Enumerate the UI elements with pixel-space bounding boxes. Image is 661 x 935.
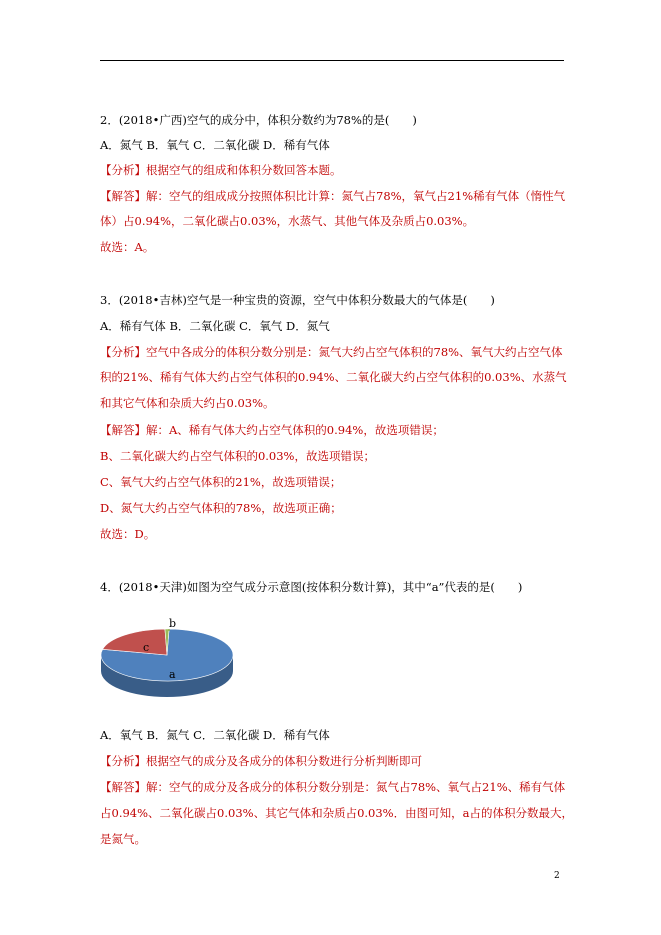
- q3-solution-line-1: 【解答】解：A、稀有气体大约占空气体积的0.94%，故选项错误；: [100, 423, 444, 437]
- q3-answer: 故选：D。: [100, 527, 156, 541]
- page-number: 2: [554, 871, 560, 881]
- q4-question: 4．(2018•天津)如图为空气成分示意图(按体积分数计算)，其中“a”代表的是( ): [100, 580, 523, 594]
- q2-options: A．氮气 B．氧气 C．二氧化碳 D．稀有气体: [100, 138, 330, 152]
- q2-answer: 故选：A。: [100, 240, 155, 254]
- q2-analysis: 【分析】根据空气的组成和体积分数回答本题。: [100, 163, 342, 177]
- q2-solution-line-2: 体）占0.94%，二氧化碳占0.03%，水蒸气、其他气体及杂质占0.03%。: [100, 214, 475, 228]
- q4-solution-line-1: 【解答】解：空气的成分及各成分的体积分数分别是：氮气占78%、氧气占21%、稀有气体: [100, 780, 566, 794]
- q2-solution-line-1: 【解答】解：空气的组成成分按照体积比计算：氮气占78%，氧气占21%稀有气体（惰性气: [100, 189, 566, 203]
- q2-question: 2．(2018•广西)空气的成分中，体积分数约为78%的是( ): [100, 113, 417, 127]
- q3-solution-line-2: B、二氧化碳大约占空气体积的0.03%，故选项错误；: [100, 449, 375, 463]
- pie-label-a: a: [169, 668, 176, 681]
- q3-analysis-line-2: 积的21%、稀有气体大约占空气体积的0.94%、二氧化碳大约占空气体积的0.03%、水蒸气: [100, 370, 567, 384]
- q3-analysis-line-3: 和其它气体和杂质大约占0.03%。: [100, 396, 275, 410]
- q3-options: A．稀有气体 B．二氧化碳 C．氧气 D．氮气: [100, 319, 330, 333]
- q4-analysis: 【分析】根据空气的成分及各成分的体积分数进行分析判断即可: [100, 754, 422, 768]
- q3-question: 3．(2018•吉林)空气是一种宝贵的资源，空气中体积分数最大的气体是( ): [100, 293, 495, 307]
- q4-options: A．氧气 B．氮气 C．二氧化碳 D．稀有气体: [100, 728, 330, 742]
- q4-solution-line-3: 是氮气。: [100, 832, 146, 846]
- pie-label-b: b: [169, 617, 177, 630]
- q3-solution-line-4: D、氮气大约占空气体积的78%，故选项正确；: [100, 501, 342, 515]
- header-rule: [100, 60, 564, 61]
- q3-analysis-line-1: 【分析】空气中各成分的体积分数分别是：氮气大约占空气体积的78%、氧气大约占空气体: [100, 345, 563, 359]
- q4-solution-line-2: 占0.94%、二氧化碳占0.03%、其它气体和杂质占0.03%．由图可知，a占的体积分数最大，: [100, 806, 573, 820]
- air-composition-pie-chart: [100, 605, 240, 705]
- pie-label-c: c: [143, 641, 150, 654]
- q3-solution-line-3: C、氧气大约占空气体积的21%，故选项错误；: [100, 475, 342, 489]
